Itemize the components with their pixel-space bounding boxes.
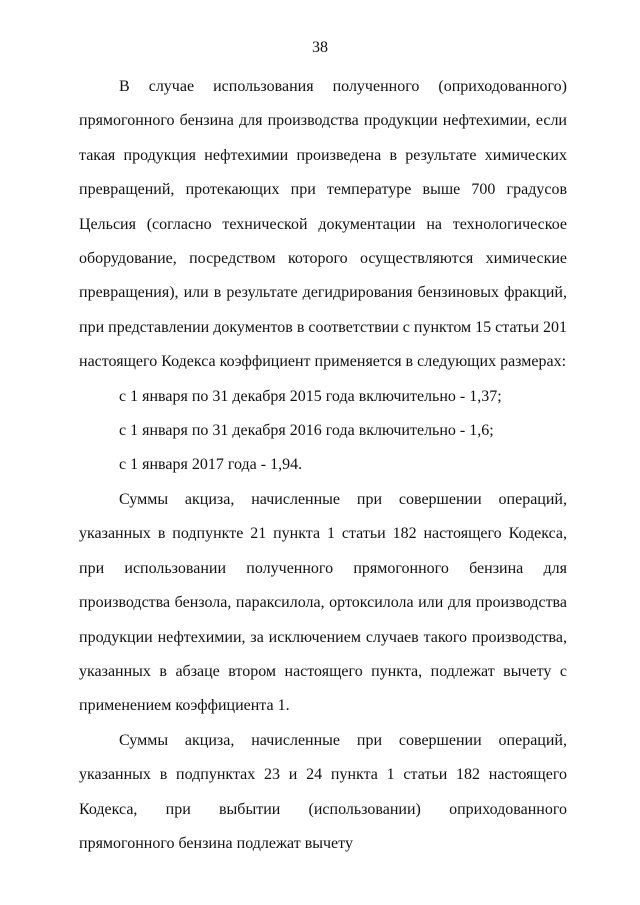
list-item: с 1 января 2017 года - 1,94.: [119, 456, 303, 474]
page-number: 38: [312, 39, 328, 56]
paragraph-excise-deduction-coefficient-1: Суммы акциза, начисленные при совершении операций, указанных в подпункте 21 пункта 1 статьи 182 настоящего Кодекса, при использовании полученного прямогонного бензина для производства бензола, параксилола, ортоксилола или для производства продукции нефтехимии, за исключением случаев такого производства, указанных в абзаце втором настоящего пункта, подлежат вычету с применением коэффициента 1.: [79, 490, 567, 715]
list-item: с 1 января по 31 декабря 2015 года включительно - 1,37;: [119, 387, 502, 405]
list-item: с 1 января по 31 декабря 2016 года включительно - 1,6;: [119, 422, 494, 440]
paragraph-coefficient-conditions: В случае использования полученного (оприходованного) прямогонного бензина для производства продукции нефтехимии, если такая продукция нефтехимии произведена в результате химических превращений, протекающих при температуре выше 700 градусов Цельсия (согласно технической документации на технологическое оборудование, посредством которого осуществляются химические превращения), или в результате дегидрирования бензиновых фракций, при представлении документов в соответствии с пунктом 15 статьи 201 настоящего Кодекса коэффициент применяется в следующих размерах:: [79, 78, 568, 371]
paragraph-excise-deduction-disposal: Суммы акциза, начисленные при совершении операций, указанных в подпунктах 23 и 24 пункта 1 статьи 182 настоящего Кодекса, при выбытии (использовании) оприходованного прямогонного бензина подлежат вычету: [79, 731, 567, 852]
document-body: [79, 70, 567, 861]
